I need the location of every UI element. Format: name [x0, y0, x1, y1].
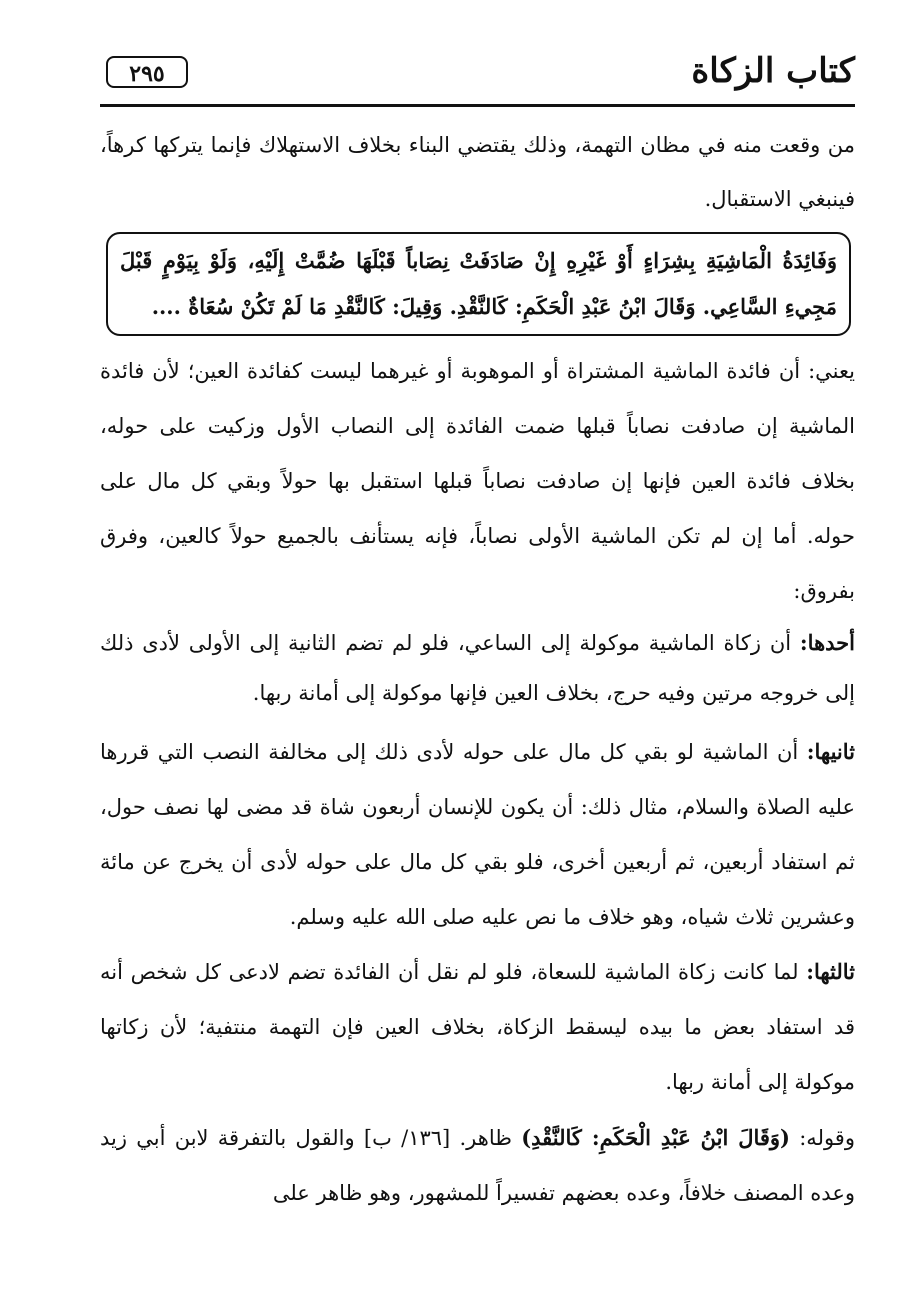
commentary-text-4 — [100, 944, 855, 1110]
point-two-text: أن الماشية لو بقي كل مال على حوله لأدى ذلك إلى مخالفة النصب التي قررها عليه الصلاة والسلام، مثال ذلك: أن يكون للإنسان أربعون شاة قد مضى لها نصف حول، ثم استفاد أربعين، ثم أربعين أخرى، فلو بقي كل مال على حوله لأدى أن يخرج عن مائة وعشرين ثلاث شياه، وهو خلاف ما نص عليه صلى الله عليه وسلم. — [100, 740, 855, 929]
matn-box — [106, 232, 851, 336]
matn-text: وَفَائِدَةُ الْمَاشِيَةِ بِشِرَاءٍ أَوْ غَيْرِهِ إِنْ صَادَفَتْ نِصَاباً قَبْلَهَا ضُمَّتْ إِلَيْهِ، وَلَوْ بِيَوْمٍ قَبْلَ مَجِيءِ السَّاعِي. وَقَالَ ابْنُ عَبْدِ الْحَكَمِ: كَالنَّقْدِ. وَقِيلَ: كَالنَّقْدِ مَا لَمْ تَكُنْ سُعَاةٌ .... — [120, 248, 837, 319]
commentary-para-2 — [100, 618, 855, 718]
point-three-text: لما كانت زكاة الماشية للسعاة، فلو لم نقل أن الفائدة تضم لادعى كل شخص أنه قد استفاد بعض ما بيده ليسقط الزكاة، بخلاف العين فإن التهمة منتفية؛ لأن زكاتها موكولة إلى أمانة ربها. — [100, 960, 855, 1094]
commentary-text-1: يعني: أن فائدة الماشية المشتراة أو الموهوبة أو غيرهما ليست كفائدة العين؛ لأن فائدة الماشية إن صادفت نصاباً قبلها ضمت الفائدة إلى النصاب الأول وزكيت على حوله، بخلاف فائدة العين فإنها إن صادفت نصاباً قبلها استقبل بها حولاً وبقي كل مال على حوله. أما إن لم تكن الماشية الأولى نصاباً، فإنه يستأنف بالجميع حولاً كالعين، وفرق بفروق: — [100, 359, 855, 603]
page-header — [100, 46, 855, 102]
header-rule — [100, 104, 855, 107]
commentary-para-3 — [100, 724, 855, 945]
commentary-text-5 — [100, 1110, 855, 1221]
para5-start: وقوله: — [789, 1126, 855, 1150]
intro-text: من وقعت منه في مظان التهمة، وذلك يقتضي البناء بخلاف الاستهلاك فإنما يتركها كرهاً، فينبغي الاستقبال. — [100, 133, 855, 211]
commentary-para-1 — [100, 344, 855, 619]
commentary-para-4 — [100, 944, 855, 1110]
point-two-label: ثانيها: — [806, 739, 855, 764]
commentary-para-5 — [100, 1110, 855, 1221]
point-three-label: ثالثها: — [806, 959, 855, 984]
point-one-label: أحدها: — [799, 630, 855, 655]
commentary-text-2 — [100, 618, 855, 718]
inline-matn-quote: (وَقَالَ ابْنُ عَبْدِ الْحَكَمِ: كَالنَّقْدِ) — [521, 1125, 790, 1150]
commentary-text-3 — [100, 724, 855, 945]
point-one-text: أن زكاة الماشية موكولة إلى الساعي، فلو لم تضم الثانية إلى الأولى لأدى ذلك إلى خروجه مرتين وفيه حرج، بخلاف العين فإنها موكولة إلى أمانة ربها. — [100, 631, 855, 705]
intro-paragraph — [100, 118, 855, 226]
page-number: ٢٩٥ — [106, 56, 188, 88]
para5-rest: ظاهر. [١٣٦/ ب] والقول بالتفرقة لابن أبي زيد وعده المصنف خلافاً، وعده بعضهم تفسيراً للمشهور، وهو ظاهر على — [100, 1126, 855, 1205]
book-title: كتاب الزكاة — [691, 51, 855, 91]
